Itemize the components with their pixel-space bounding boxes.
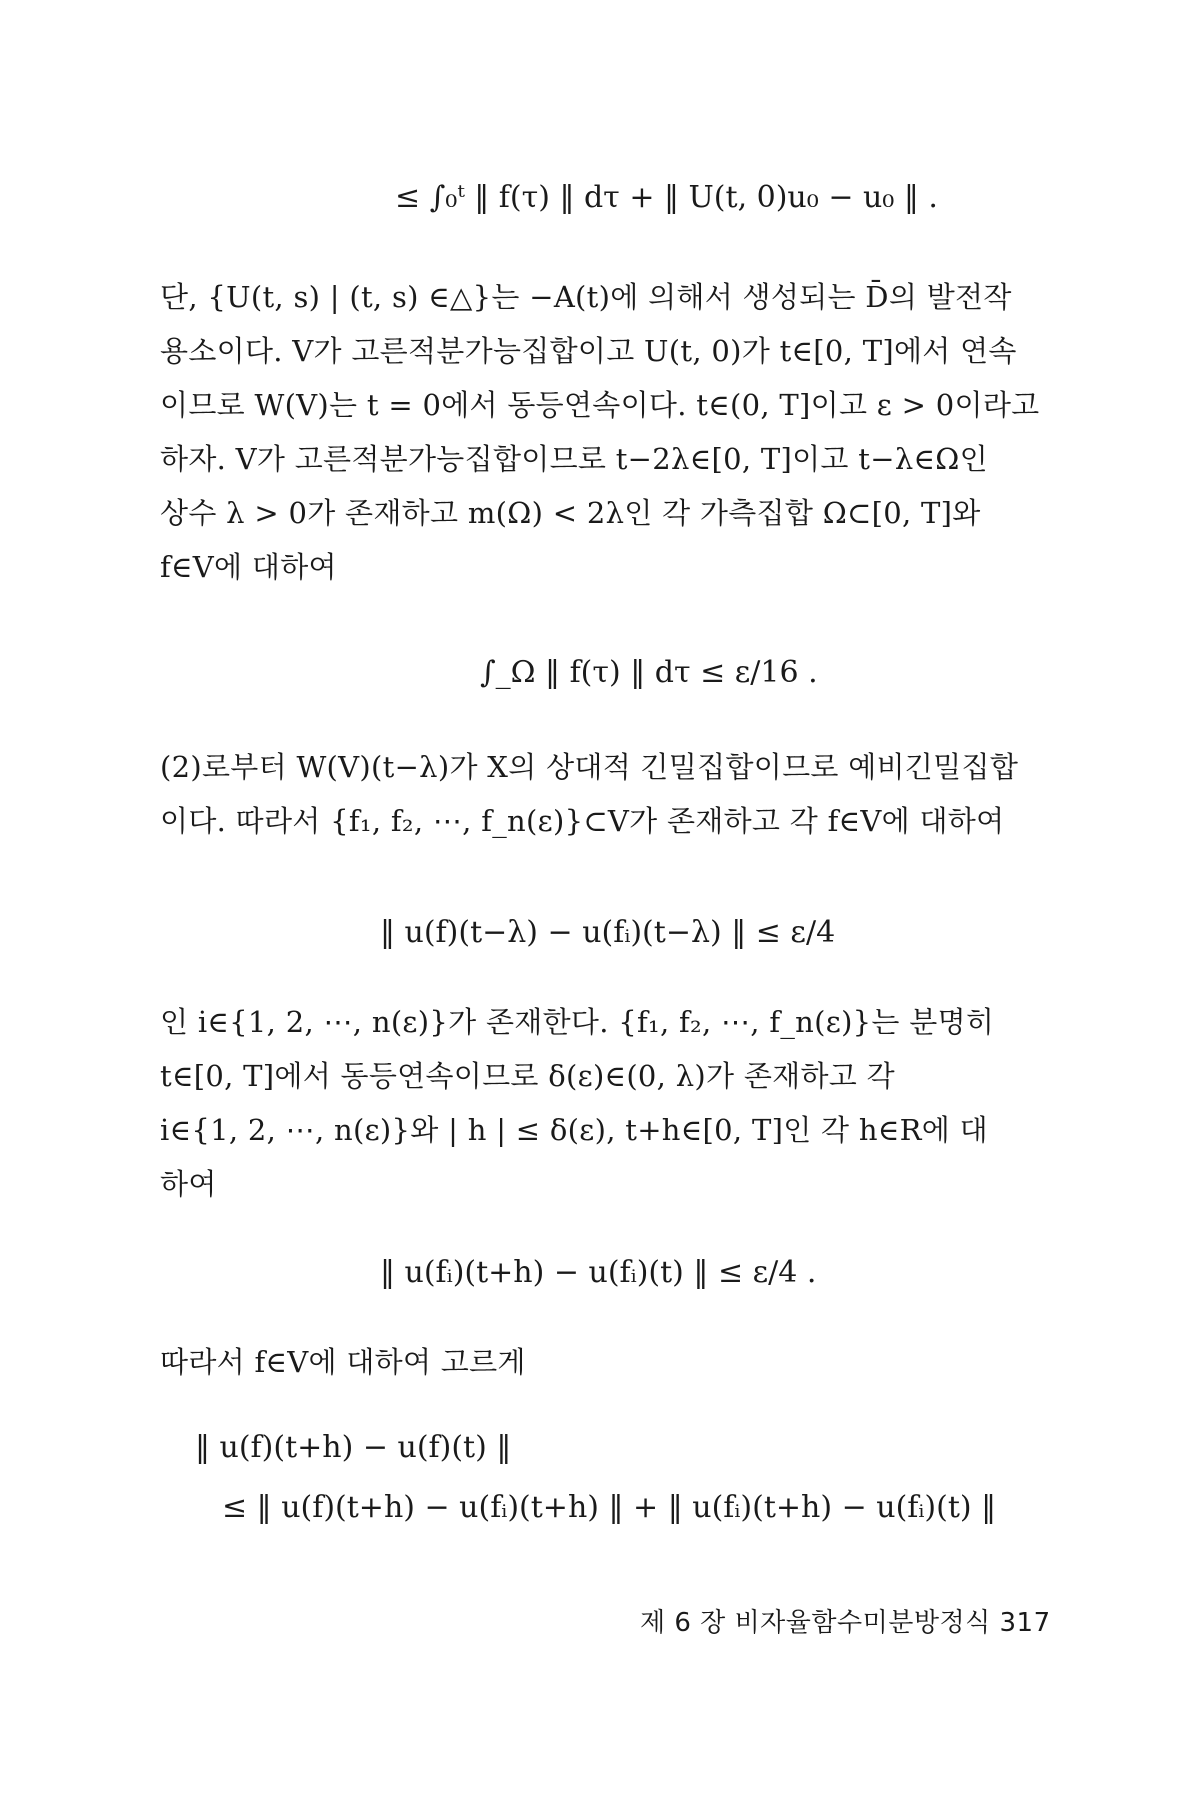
equation-h-difference: ‖ u(fᵢ)(t+h) − u(fᵢ)(t) ‖ ≤ ε/4 . — [380, 1255, 817, 1290]
text-line: 이므로 W(V)는 t = 0에서 동등연속이다. t∈(0, T]이고 ε > 0이라고 — [160, 388, 1040, 422]
paragraph-evolution-operator — [160, 270, 1040, 594]
text-line: i∈{1, 2, ⋯, n(ε)}와 | h | ≤ δ(ε), t+h∈[0, T]인 각 h∈R에 대 — [160, 1113, 988, 1147]
paragraph-uniformly — [160, 1335, 1040, 1389]
text-line: 단, {U(t, s) | (t, s) ∈△}는 −A(t)에 의해서 생성되는 D̄의 발전작 — [160, 280, 1012, 314]
text-line: 용소이다. V가 고른적분가능집합이고 U(t, 0)가 t∈[0, T]에서 연속 — [160, 334, 1017, 368]
equation-omega-integral: ∫_Ω ‖ f(τ) ‖ dτ ≤ ε/16 . — [480, 655, 818, 690]
text-line: (2)로부터 W(V)(t−λ)가 X의 상대적 긴밀집합이므로 예비긴밀집합 — [160, 750, 1019, 784]
paragraph-relative-compact — [160, 740, 1040, 848]
text-line: 따라서 f∈V에 대하여 고르게 — [160, 1345, 526, 1379]
equation-integral-bound: ≤ ∫₀ᵗ ‖ f(τ) ‖ dτ + ‖ U(t, 0)u₀ − u₀ ‖ . — [395, 180, 938, 215]
text-line: 이다. 따라서 {f₁, f₂, ⋯, f_n(ε)}⊂V가 존재하고 각 f∈V에 대하여 — [160, 804, 1005, 838]
text-line: 인 i∈{1, 2, ⋯, n(ε)}가 존재한다. {f₁, f₂, ⋯, f_n(ε)}는 분명히 — [160, 1005, 995, 1039]
text-line: f∈V에 대하여 — [160, 550, 337, 584]
text-line: 하여 — [160, 1167, 217, 1201]
equation-lhs-norm: ‖ u(f)(t+h) − u(f)(t) ‖ — [195, 1430, 512, 1465]
paragraph-equicontinuous — [160, 995, 1040, 1211]
text-line: t∈[0, T]에서 동등연속이므로 δ(ε)∈(0, λ)가 존재하고 각 — [160, 1059, 895, 1093]
page-footer: 제 6 장 비자율함수미분방정식 317 — [640, 1608, 1051, 1638]
text-line: 상수 λ > 0가 존재하고 m(Ω) < 2λ인 각 가측집합 Ω⊂[0, T]와 — [160, 496, 981, 530]
text-line: 하자. V가 고른적분가능집합이므로 t−2λ∈[0, T]이고 t−λ∈Ω인 — [160, 442, 988, 476]
equation-shifted-difference: ‖ u(f)(t−λ) − u(fᵢ)(t−λ) ‖ ≤ ε/4 — [380, 915, 836, 950]
equation-triangle-inequality: ≤ ‖ u(f)(t+h) − u(fᵢ)(t+h) ‖ + ‖ u(fᵢ)(t+h) − u(fᵢ)(t) ‖ — [222, 1490, 997, 1525]
